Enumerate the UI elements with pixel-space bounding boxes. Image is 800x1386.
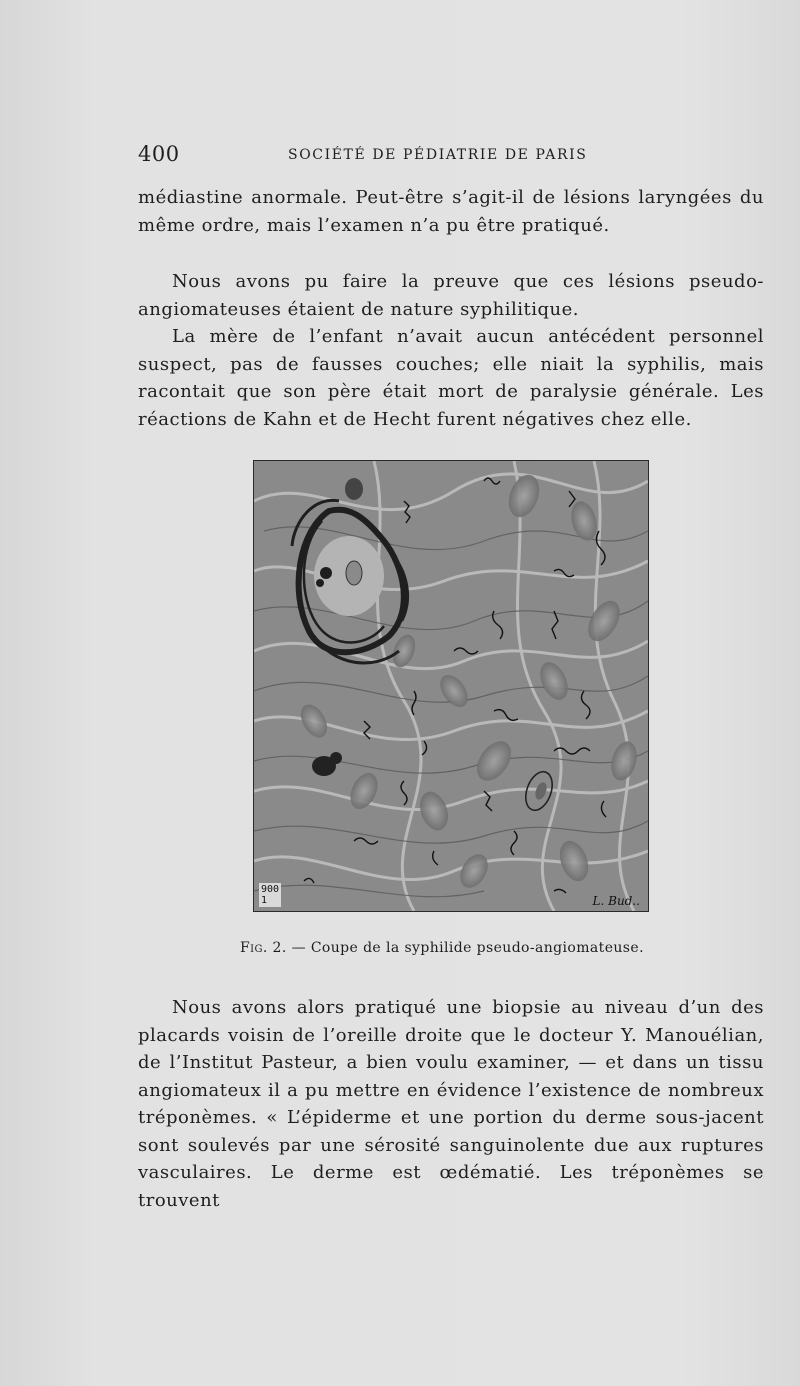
figure-caption	[240, 940, 680, 956]
magnification-denominator: 1	[261, 895, 268, 906]
paragraph-mother: La mère de l’enfant n’avait aucun antécédent personnel suspect, pas de fausses couches; elle niait la syphilis, mais racontait que son père était mort de paralysie générale. Les réactions de Kahn et de Hecht furent négatives chez elle.	[138, 326, 764, 430]
tissue-section-drawing	[254, 461, 648, 911]
paragraph-biopsy: Nous avons alors pratiqué une biopsie au niveau d’un des placards voisin de l’oreille droite que le docteur Y. Manouélian, de l’Institut Pasteur, a bien voulu examiner, — et dans un tissu angiomateux il a pu mettre en évidence l’existence de nombreux tréponèmes. « L’épiderme et une portion du derme sous-jacent sont soulevés par une sérosité sanguinolente due aux ruptures vasculaires. Le derme est œdématié. Les tréponèmes se trouvent	[138, 997, 764, 1211]
artist-signature: L. Bud..	[592, 894, 640, 908]
histology-figure	[253, 460, 649, 912]
figure-label: Fig. 2.	[240, 940, 287, 956]
paragraph-continuation: médiastine anormale. Peut-être s’agit-il de lésions laryngées du même ordre, mais l’examen n’a pu être pratiqué.	[138, 187, 764, 236]
magnification-value: 900	[261, 884, 280, 895]
magnification-label	[259, 883, 281, 907]
running-head: SOCIÉTÉ DE PÉDIATRIE DE PARIS	[288, 147, 588, 163]
paragraph-proof: Nous avons pu faire la preuve que ces lésions pseudo-angiomateuses étaient de nature syphilitique.	[138, 271, 764, 320]
page-number: 400	[138, 142, 180, 166]
caption-text: — Coupe de la syphilide pseudo-angiomateuse.	[286, 940, 644, 956]
page-header	[138, 142, 612, 172]
